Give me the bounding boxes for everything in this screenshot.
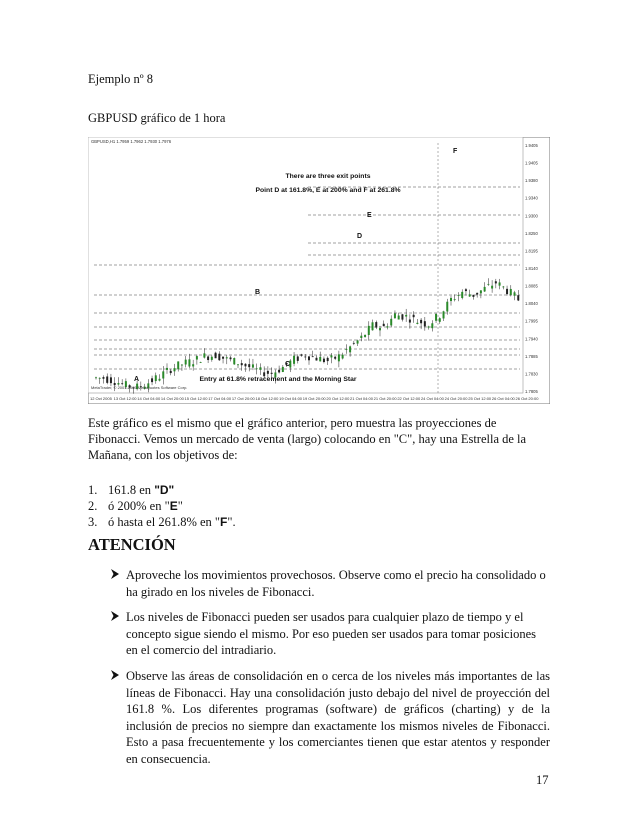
- intro-paragraph: Este gráfico es el mismo que el gráfico anterior, pero muestra las proyecciones de Fibonacci. Vemos un mercado de venta (largo) colocando en "C", hay una Estrella de la Mañana, con los objetivos de:: [88, 416, 527, 462]
- candle-body: [185, 360, 187, 365]
- candle-body: [192, 364, 194, 366]
- candle-body: [159, 379, 161, 381]
- candle-body: [465, 289, 467, 291]
- candle-body: [345, 349, 347, 350]
- price-tick-label: 1.7995: [525, 318, 538, 324]
- time-tick-label: 17 Oct 04:00: [208, 396, 232, 401]
- candle-body: [278, 370, 280, 373]
- candle-body: [319, 357, 321, 362]
- price-tick-label: 1.9340: [525, 195, 538, 201]
- candle-body: [450, 298, 452, 301]
- chart-symbol-label: GBPUSD,H1 1.7959 1.7962 1.7930 1.7976: [91, 139, 172, 144]
- attention-heading: ATENCIÓN: [88, 535, 176, 554]
- candle-body: [413, 315, 415, 317]
- point-label-d: D: [357, 233, 363, 240]
- candle-body: [487, 284, 489, 285]
- example-title: Ejemplo nº 8: [88, 72, 153, 86]
- time-tick-label: 18 Oct 12:00: [255, 396, 279, 401]
- candle-body: [304, 357, 306, 358]
- target-point: "D": [154, 483, 175, 497]
- candle-body: [360, 336, 362, 338]
- target-suffix: ".: [227, 515, 236, 529]
- candle-body: [312, 356, 314, 357]
- candle-body: [390, 319, 392, 326]
- candle-body: [110, 377, 112, 383]
- time-tick-label: 15 Oct 12:00: [184, 396, 208, 401]
- target-suffix: ": [177, 499, 183, 513]
- candle-body: [323, 359, 325, 362]
- target-point: E: [169, 499, 178, 513]
- time-tick-label: 19 Oct 20:00: [302, 396, 326, 401]
- chart-caption: GBPUSD gráfico de 1 hora: [88, 111, 226, 125]
- candle-body: [435, 314, 437, 321]
- candle-body: [394, 313, 396, 318]
- candle-body: [510, 289, 512, 295]
- attention-bullet: [108, 609, 550, 659]
- candle-body: [327, 358, 329, 361]
- target-text: ó hasta el 261.8% en ": [108, 515, 221, 529]
- candle-body: [469, 294, 471, 296]
- candle-body: [170, 371, 172, 373]
- candle-body: [506, 289, 508, 294]
- candle-body: [424, 321, 426, 326]
- time-tick-label: 26 Oct 04:00: [491, 396, 515, 401]
- entry-annotation: Entry at 61.8% retracement and the Morning Star: [199, 376, 357, 383]
- candle-body: [301, 354, 303, 355]
- time-tick-label: 22 Oct 12:00: [397, 396, 421, 401]
- target-point: F: [220, 515, 228, 529]
- candle-body: [472, 295, 474, 297]
- price-tick-label: 1.7830: [525, 371, 538, 377]
- candle-body: [95, 377, 97, 378]
- time-tick-label: 13 Oct 12:00: [113, 396, 137, 401]
- candle-body: [454, 299, 456, 300]
- candle-body: [420, 320, 422, 323]
- target-number: 1.: [88, 483, 98, 497]
- price-tick-label: 1.8195: [525, 248, 538, 254]
- candle-body: [271, 373, 273, 374]
- candle-body: [106, 376, 108, 382]
- point-label-c: C: [285, 361, 291, 368]
- arrow-bullet-icon: [108, 609, 122, 623]
- price-tick-label: 1.9405: [525, 160, 538, 166]
- candle-body: [353, 343, 355, 344]
- candle-body: [207, 356, 209, 360]
- attention-bullet: [108, 567, 550, 600]
- candle-body: [368, 326, 370, 335]
- candle-body: [166, 368, 168, 370]
- exit-annotation-line2: Point D at 161.8%, E at 200% and F at 261.8%: [255, 187, 401, 194]
- price-tick-label: 1.7940: [525, 336, 538, 342]
- price-tick-label: 1.8085: [525, 283, 538, 289]
- candle-body: [196, 356, 198, 359]
- candle-body: [151, 378, 153, 382]
- candle-body: [461, 292, 463, 298]
- candle-body: [259, 367, 261, 370]
- candle-body: [431, 323, 433, 328]
- price-tick-label: 1.9380: [525, 178, 538, 184]
- candle-body: [439, 318, 441, 322]
- target-number: 3.: [88, 515, 98, 529]
- candle-body: [416, 323, 418, 324]
- candle-body: [480, 290, 482, 293]
- candle-body: [188, 359, 190, 366]
- price-tick-label: 1.8250: [525, 230, 538, 236]
- candle-body: [443, 311, 445, 318]
- time-tick-label: 19 Oct 04:00: [279, 396, 303, 401]
- candle-body: [457, 295, 459, 296]
- candle-body: [379, 328, 381, 330]
- time-tick-label: 21 Oct 20:00: [373, 396, 397, 401]
- candle-body: [293, 356, 295, 364]
- candle-body: [342, 355, 344, 359]
- candle-body: [495, 281, 497, 283]
- candle-body: [372, 322, 374, 330]
- chart-footer-left: MetaTrader, © 2001-2005 MetaQuotes Software Corp.: [91, 385, 188, 390]
- candle-body: [102, 377, 104, 379]
- price-tick-label: 1.8140: [525, 266, 538, 271]
- candle-body: [282, 367, 284, 372]
- candle-body: [334, 357, 336, 359]
- attention-bullet: [108, 668, 550, 767]
- candle-body: [177, 361, 179, 369]
- candle-body: [121, 383, 123, 384]
- arrow-bullet-icon: [108, 668, 122, 682]
- candle-body: [484, 287, 486, 292]
- candle-body: [491, 286, 493, 289]
- candle-body: [230, 357, 232, 359]
- candle-body: [211, 357, 213, 360]
- candle-body: [181, 365, 183, 366]
- time-tick-label: 20 Oct 12:00: [326, 396, 350, 401]
- price-tick-label: 1.9300: [525, 213, 538, 219]
- point-label-e: E: [367, 212, 372, 219]
- candle-body: [398, 316, 400, 320]
- point-label-b: B: [255, 289, 261, 296]
- point-label-f: F: [453, 148, 458, 155]
- candle-body: [517, 295, 519, 300]
- candle-body: [409, 320, 411, 323]
- candle-body: [375, 322, 377, 328]
- candle-body: [215, 353, 217, 359]
- candle-body: [203, 353, 205, 357]
- candle-body: [386, 326, 388, 327]
- time-tick-label: 14 Oct 20:00: [160, 396, 184, 401]
- candle-body: [315, 358, 317, 361]
- time-tick-label: 25 Oct 12:00: [468, 396, 492, 401]
- candle-body: [252, 364, 254, 367]
- target-text: 161.8 en: [108, 483, 155, 497]
- candle-body: [338, 354, 340, 361]
- candle-body: [401, 314, 403, 319]
- point-label-a: A: [134, 376, 140, 383]
- candle-body: [162, 371, 164, 378]
- candle-body: [244, 364, 246, 367]
- candle-body: [499, 282, 501, 285]
- candle-body: [241, 363, 243, 365]
- exit-annotation-line1: There are three exit points: [285, 173, 371, 180]
- gbpusd-chart: [88, 137, 550, 404]
- candle-body: [226, 357, 228, 358]
- target-number: 2.: [88, 499, 98, 513]
- price-tick-label: 1.7805: [525, 389, 538, 394]
- time-tick-label: 14 Oct 04:00: [137, 396, 161, 401]
- candle-body: [383, 324, 385, 326]
- attention-bullet-text: Los niveles de Fibonacci pueden ser usados para cualquier plazo de tiempo y el concepto sigue siendo el mismo. Por eso pueden ser usados para tomar posiciones en el comercio del intradiario.: [126, 610, 536, 657]
- candle-body: [267, 371, 269, 374]
- attention-bullet-text: Aproveche los movimientos provechosos. Observe como el precio ha consolidado o ha girado en los niveles de Fibonacci.: [126, 568, 546, 599]
- price-tick-label: 1.8040: [525, 301, 538, 307]
- candle-body: [222, 357, 224, 359]
- candle-body: [308, 356, 310, 360]
- candle-body: [428, 326, 430, 327]
- time-tick-label: 12 Oct 2005: [90, 396, 112, 401]
- candle-body: [364, 335, 366, 337]
- candle-body: [99, 378, 101, 379]
- candle-body: [357, 340, 359, 343]
- candle-body: [405, 315, 407, 317]
- target-text: ó 200% en ": [108, 499, 170, 513]
- candle-body: [256, 368, 258, 369]
- time-tick-label: 24 Oct 04:00: [420, 396, 444, 401]
- candle-body: [297, 356, 299, 360]
- candle-body: [233, 358, 235, 364]
- candle-body: [200, 362, 202, 363]
- candle-body: [218, 354, 220, 360]
- time-tick-label: 26 Oct 20:00: [515, 396, 539, 401]
- candle-body: [476, 293, 478, 295]
- candle-body: [502, 287, 504, 288]
- candle-body: [173, 368, 175, 371]
- candle-body: [349, 346, 351, 352]
- candle-body: [514, 292, 516, 295]
- time-tick-label: 21 Oct 04:00: [350, 396, 373, 401]
- candle-body: [248, 364, 250, 367]
- time-tick-label: 24 Oct 20:00: [444, 396, 468, 401]
- price-tick-label: 1.9405: [525, 143, 538, 148]
- candle-body: [330, 355, 332, 357]
- candle-body: [155, 375, 157, 381]
- candle-body: [237, 364, 239, 365]
- candle-body: [446, 302, 448, 312]
- attention-bullet-text: Observe las áreas de consolidación en o cerca de los niveles más importantes de las líneas de Fibonacci. Hay una consolidación justo debajo del nivel de proyección del 161.8 %. Los diferentes programas (software) de gráficos (charting) y de la inclusión de precios no siempre dan exactamente los mismos niveles de Fibonacci. Esto a pasa frecuentemente y los comerciantes tienen que estar atentos y responder en consecuencia.: [126, 669, 550, 766]
- time-tick-label: 17 Oct 20:00: [231, 396, 255, 401]
- price-tick-label: 1.7885: [525, 353, 538, 359]
- arrow-bullet-icon: [108, 567, 122, 581]
- page-number: 17: [536, 773, 549, 787]
